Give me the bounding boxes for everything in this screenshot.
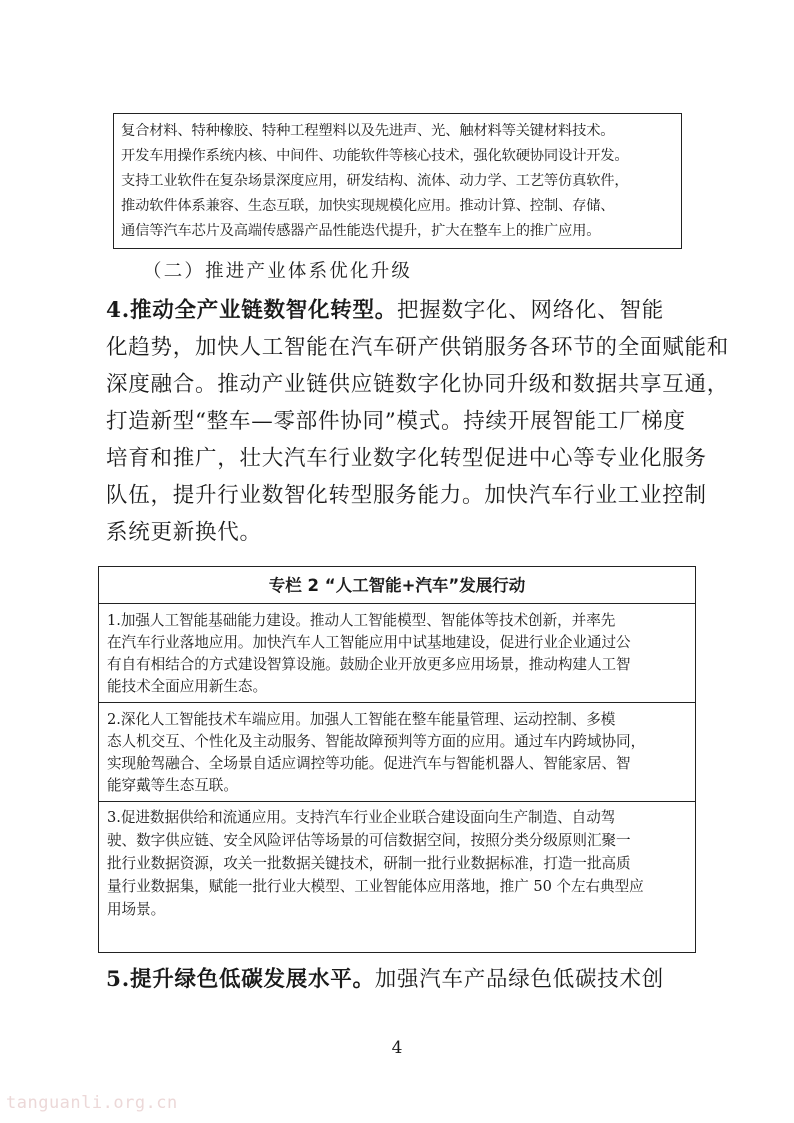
item1-line: 能技术全面应用新生态。	[107, 678, 267, 695]
para4-line1-rest: 把握数字化、网络化、智能	[396, 298, 664, 323]
item2-line: 实现舱驾融合、全场景自适应调控等功能。促进汽车与智能机器人、智能家居、智	[107, 755, 631, 772]
column-title: 专栏 2 “人工智能+汽车”发展行动	[99, 567, 695, 604]
box1-line: 开发车用操作系统内核、中间件、功能软件等核心技术，强化软硬协同设计开发。	[121, 148, 629, 164]
item1-line: 1.加强人工智能基础能力建设。推动人工智能模型、智能体等技术创新，并率先	[107, 612, 616, 629]
item-divider	[99, 801, 695, 802]
box1-line: 推动软件体系兼容、生态互联，加快实现规模化应用。推动计算、控制、存储、	[121, 198, 615, 214]
item3-line: 驶、数字供应链、安全风险评估等场景的可信数据空间，按照分类分级原则汇聚一	[107, 832, 631, 849]
item-divider	[99, 702, 695, 703]
feature-column-box	[98, 566, 696, 953]
box1-line: 复合材料、特种橡胶、特种工程塑料以及先进声、光、触材料等关键材料技术。	[121, 123, 615, 139]
para4-line-1	[106, 293, 664, 329]
para4-lead: 4.推动全产业链数智化转型。	[106, 298, 397, 323]
para4-line: 系统更新换代。	[106, 520, 262, 545]
para4-line: 打造新型“整车—零部件协同”模式。持续开展智能工厂梯度	[106, 409, 686, 434]
para5-line1-rest: 加强汽车产品绿色低碳技术创	[374, 967, 664, 992]
box1-line: 通信等汽车芯片及高端传感器产品性能迭代提升，扩大在整车上的推广应用。	[121, 223, 601, 239]
item2-line: 态人机交互、个性化及主动服务、智能故障预判等方面的应用。通过车内跨域协同，	[107, 733, 646, 750]
para4-line: 队伍，提升行业数智化转型服务能力。加快汽车行业工业控制	[106, 483, 707, 508]
para4-line: 培育和推广，壮大汽车行业数字化转型促进中心等专业化服务	[106, 446, 707, 471]
para4-line: 深度融合。推动产业链供应链数字化协同升级和数据共享互通，	[106, 372, 730, 397]
page-number: 4	[391, 1038, 403, 1058]
item3-line: 量行业数据集，赋能一批行业大模型、工业智能体应用落地，推广 50 个左右典型应	[107, 878, 644, 895]
watermark: tanguanli.org.cn	[6, 1093, 178, 1113]
continued-text-box	[113, 113, 682, 249]
item1-line: 有自有相结合的方式建设智算设施。鼓励企业开放更多应用场景，推动构建人工智	[107, 656, 631, 673]
box1-line: 支持工业软件在复杂场景深度应用，研发结构、流体、动力学、工艺等仿真软件，	[121, 173, 629, 189]
para5-lead: 5.提升绿色低碳发展水平。	[106, 967, 375, 992]
section-heading: （二）推进产业体系优化升级	[143, 261, 413, 282]
item3-line: 3.促进数据供给和流通应用。支持汽车行业企业联合建设面向生产制造、自动驾	[107, 809, 616, 826]
para5-line-1	[106, 962, 664, 998]
para4-line: 化趋势，加快人工智能在汽车研产供销服务各环节的全面赋能和	[106, 335, 730, 360]
item2-line: 能穿戴等生态互联。	[107, 777, 238, 794]
item3-line: 用场景。	[107, 901, 166, 918]
item1-line: 在汽车行业落地应用。加快汽车人工智能应用中试基地建设，促进行业企业通过公	[107, 634, 631, 651]
item2-line: 2.深化人工智能技术车端应用。加强人工智能在整车能量管理、运动控制、多模	[107, 711, 616, 728]
item3-line: 批行业数据资源，攻关一批数据关键技术，研制一批行业数据标准，打造一批高质	[107, 855, 631, 872]
